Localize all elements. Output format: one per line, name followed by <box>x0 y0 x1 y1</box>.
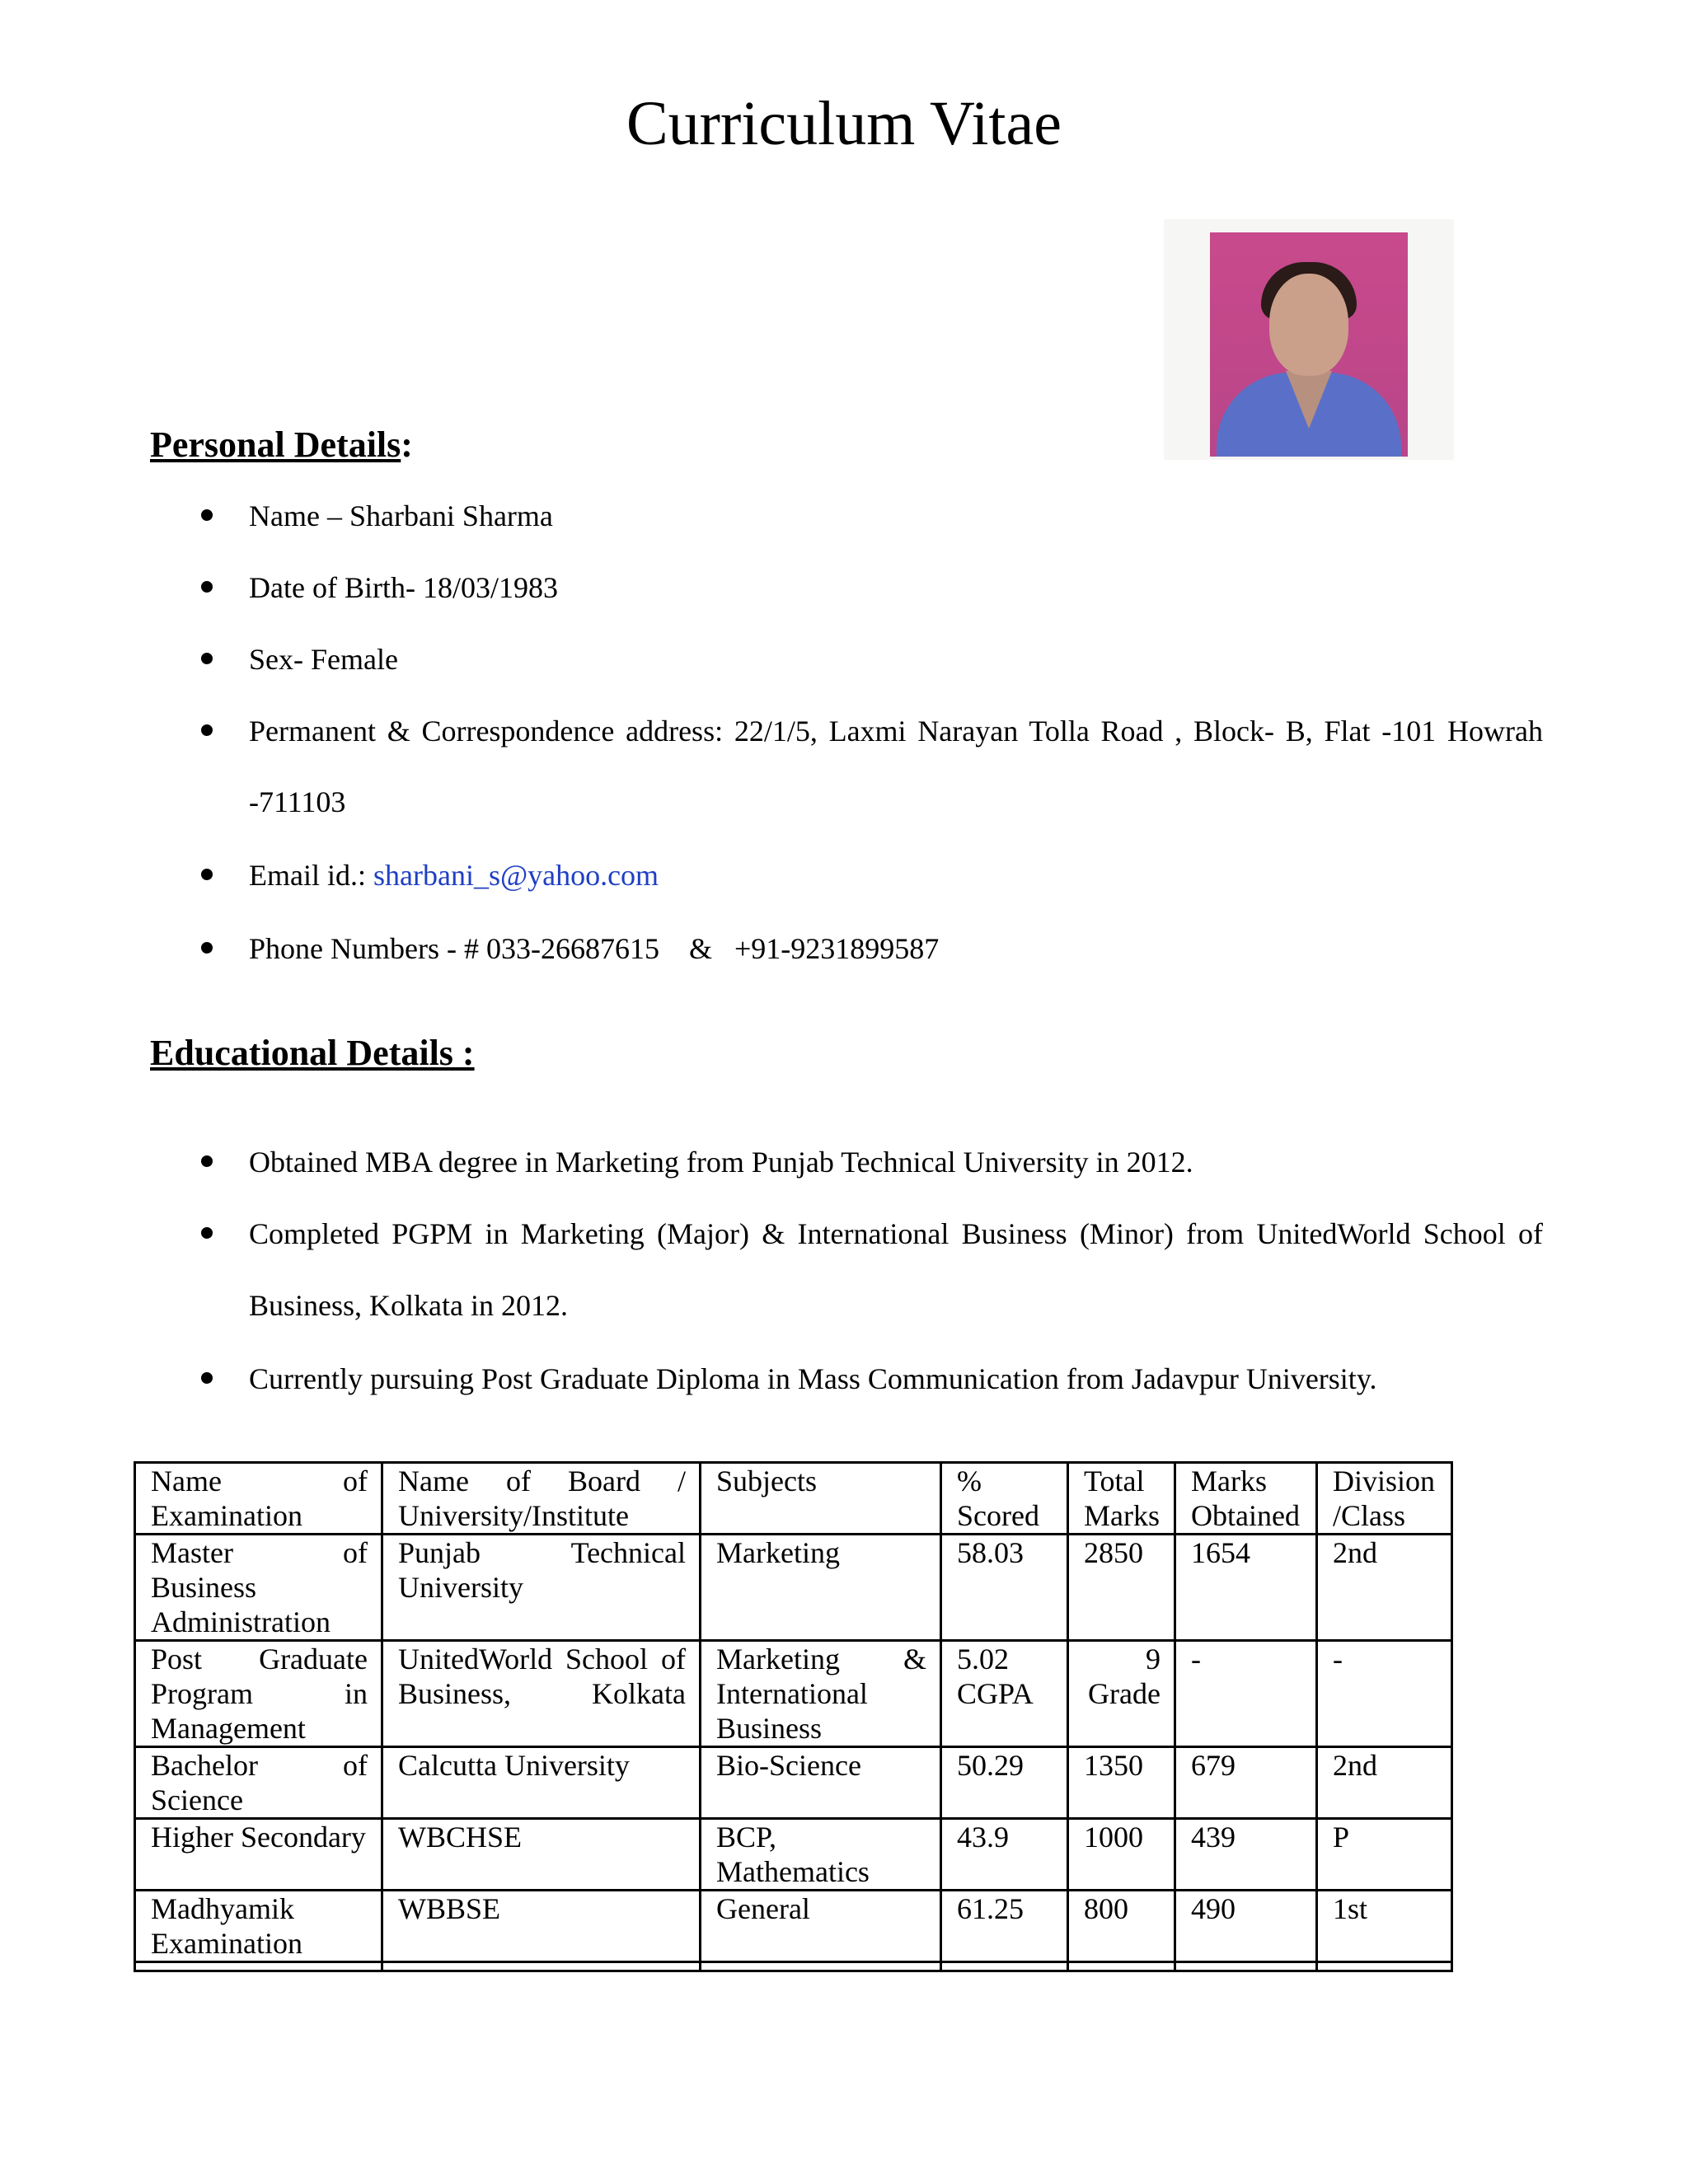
bullet-icon <box>201 942 213 954</box>
cell-obtained: 679 <box>1175 1747 1317 1819</box>
cell-board: Punjab Technical University <box>382 1535 701 1641</box>
bullet-icon <box>201 509 213 521</box>
education-item-mba: Obtained MBA degree in Marketing from Punjab Technical University in 2012. <box>249 1146 1193 1179</box>
education-item-pgpm-line1: Completed PGPM in Marketing (Major) & International Business (Minor) from UnitedWorld School of <box>249 1217 1543 1250</box>
personal-sex: Sex- Female <box>249 643 398 676</box>
photo-face <box>1269 274 1348 376</box>
header-total: Total Marks <box>1068 1463 1175 1535</box>
cell-total: 1350 <box>1068 1747 1175 1819</box>
spacer-cell <box>1068 1962 1175 1971</box>
cell-total: 9 Grade <box>1068 1641 1175 1747</box>
header-division: Division /Class <box>1317 1463 1452 1535</box>
cell-subjects: Marketing & International Business <box>701 1641 941 1747</box>
education-table <box>134 1461 1453 1972</box>
bullet-icon <box>201 581 213 593</box>
table-row <box>135 1535 1452 1641</box>
cell-division: P <box>1317 1819 1452 1891</box>
cell-subjects: Bio-Science <box>701 1747 941 1819</box>
cell-exam: Madhyamik Examination <box>135 1891 382 1962</box>
personal-name: Name – Sharbani Sharma <box>249 499 553 532</box>
table-spacer-row <box>135 1962 1452 1971</box>
cell-obtained: 439 <box>1175 1819 1317 1891</box>
spacer-cell <box>382 1962 701 1971</box>
personal-email <box>249 860 659 890</box>
cell-division: 1st <box>1317 1891 1452 1962</box>
personal-dob: Date of Birth- 18/03/1983 <box>249 571 558 604</box>
bullet-icon <box>201 653 213 664</box>
cell-division: 2nd <box>1317 1747 1452 1819</box>
cell-total: 1000 <box>1068 1819 1175 1891</box>
spacer-cell <box>135 1962 382 1971</box>
cell-scored: 50.29 <box>941 1747 1068 1819</box>
cell-scored: 58.03 <box>941 1535 1068 1641</box>
table-row <box>135 1747 1452 1819</box>
cell-board: UnitedWorld School of Business, Kolkata <box>382 1641 701 1747</box>
cell-scored: 61.25 <box>941 1891 1068 1962</box>
spacer-cell <box>941 1962 1068 1971</box>
personal-details-heading-text: Personal Details <box>150 424 401 465</box>
document-title: Curriculum Vitae <box>626 89 1062 158</box>
educational-details-heading-text: Educational Details : <box>150 1033 475 1073</box>
educational-details-heading <box>150 1035 475 1071</box>
spacer-cell <box>1317 1962 1452 1971</box>
table-row <box>135 1891 1452 1962</box>
cell-exam: Higher Secondary <box>135 1819 382 1891</box>
table-row <box>135 1819 1452 1891</box>
cell-obtained: - <box>1175 1641 1317 1747</box>
cell-scored: 43.9 <box>941 1819 1068 1891</box>
personal-address-line2: -711103 <box>249 785 346 818</box>
email-link[interactable]: sharbani_s@yahoo.com <box>373 859 659 892</box>
cell-division: 2nd <box>1317 1535 1452 1641</box>
bullet-icon <box>201 1227 213 1239</box>
header-subjects: Subjects <box>701 1463 941 1535</box>
cell-obtained: 1654 <box>1175 1535 1317 1641</box>
header-exam: Name of Examination <box>135 1463 382 1535</box>
education-item-pgd: Currently pursuing Post Graduate Diploma in Mass Communication from Jadavpur University. <box>249 1362 1377 1395</box>
cell-board: WBBSE <box>382 1891 701 1962</box>
email-label: Email id.: <box>249 859 373 892</box>
bullet-icon <box>201 1372 213 1384</box>
cell-exam: Master of Business Administration <box>135 1535 382 1641</box>
header-obtained: Marks Obtained <box>1175 1463 1317 1535</box>
table-row <box>135 1641 1452 1747</box>
bullet-icon <box>201 869 213 880</box>
table-header-row <box>135 1463 1452 1535</box>
personal-details-heading <box>150 424 413 465</box>
cell-obtained: 490 <box>1175 1891 1317 1962</box>
cell-division: - <box>1317 1641 1452 1747</box>
cell-scored: 5.02 CGPA <box>941 1641 1068 1747</box>
header-scored: % Scored <box>941 1463 1068 1535</box>
cell-total: 800 <box>1068 1891 1175 1962</box>
personal-address-line1: Permanent & Correspondence address: 22/1/5, Laxmi Narayan Tolla Road , Block- B, Flat -101 Howrah <box>249 715 1543 748</box>
education-item-pgpm-line2: Business, Kolkata in 2012. <box>249 1289 568 1322</box>
profile-photo <box>1210 232 1408 457</box>
cell-subjects: Marketing <box>701 1535 941 1641</box>
cell-subjects: General <box>701 1891 941 1962</box>
bullet-icon <box>201 724 213 736</box>
personal-details-heading-colon: : <box>401 424 413 465</box>
cell-exam: Bachelor of Science <box>135 1747 382 1819</box>
cell-total: 2850 <box>1068 1535 1175 1641</box>
personal-phone: Phone Numbers - # 033-26687615 & +91-9231899587 <box>249 932 940 965</box>
spacer-cell <box>701 1962 941 1971</box>
spacer-cell <box>1175 1962 1317 1971</box>
cell-board: WBCHSE <box>382 1819 701 1891</box>
cell-subjects: BCP, Mathematics <box>701 1819 941 1891</box>
bullet-icon <box>201 1155 213 1167</box>
header-board: Name of Board / University/Institute <box>382 1463 701 1535</box>
cell-exam: Post Graduate Program in Management <box>135 1641 382 1747</box>
cell-board: Calcutta University <box>382 1747 701 1819</box>
